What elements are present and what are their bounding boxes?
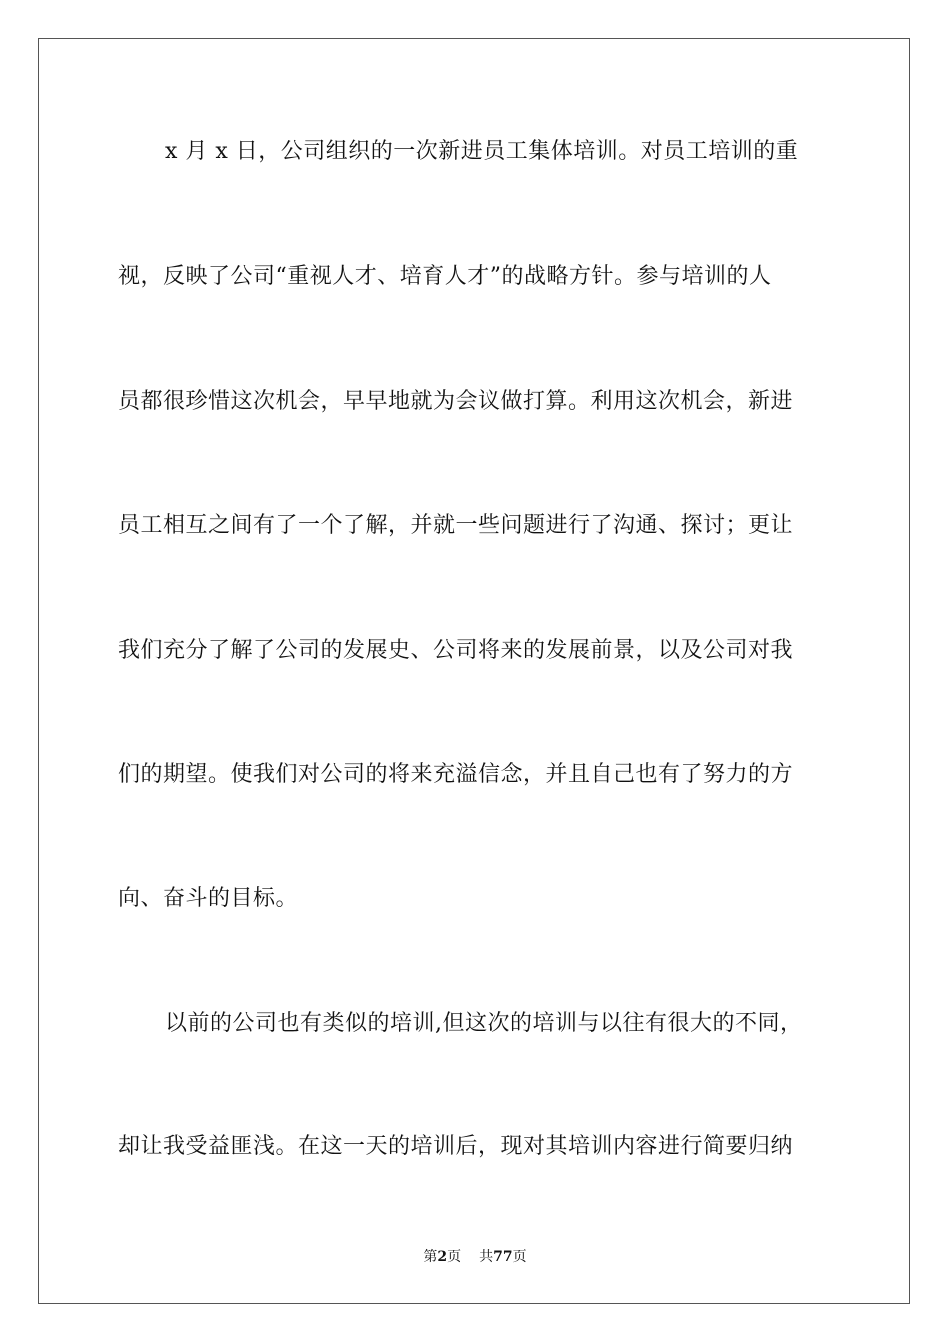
- paragraph-1-line-7: 向、奋斗的目标。: [118, 886, 299, 911]
- paragraph-1-line-5: 我们充分了解了公司的发展史、公司将来的发展前景，以及公司对我: [118, 638, 794, 663]
- page-border: [38, 38, 910, 1304]
- paragraph-2-line-1: 以前的公司也有类似的培训,但这次的培训与以往有很大的不同，: [165, 1011, 803, 1036]
- paragraph-1-line-2: 视，反映了公司“重视人才、培育人才”的战略方针。参与培训的人: [118, 264, 772, 289]
- paragraph-1-line-3: 员都很珍惜这次机会，早早地就为会议做打算。利用这次机会，新进: [118, 389, 794, 414]
- footer-page-number: 2: [437, 1249, 448, 1265]
- footer-total-suffix: 页: [512, 1249, 527, 1265]
- footer-page-prefix: 第: [423, 1249, 438, 1265]
- paragraph-1-line-4: 员工相互之间有了一个了解，并就一些问题进行了沟通、探讨；更让: [118, 513, 794, 538]
- footer-page-suffix: 页: [447, 1249, 462, 1265]
- page-footer: [0, 1248, 950, 1266]
- paragraph-1-line-6: 们的期望。使我们对公司的将来充溢信念，并且自己也有了努力的方: [118, 762, 794, 787]
- footer-total-prefix: 共: [479, 1249, 494, 1265]
- paragraph-2-line-2: 却让我受益匪浅。在这一天的培训后，现对其培训内容进行简要归纳: [118, 1134, 794, 1159]
- footer-total-pages: 77: [493, 1249, 513, 1265]
- paragraph-1-line-1: x 月 x 日，公司组织的一次新进员工集体培训。对员工培训的重: [165, 139, 799, 164]
